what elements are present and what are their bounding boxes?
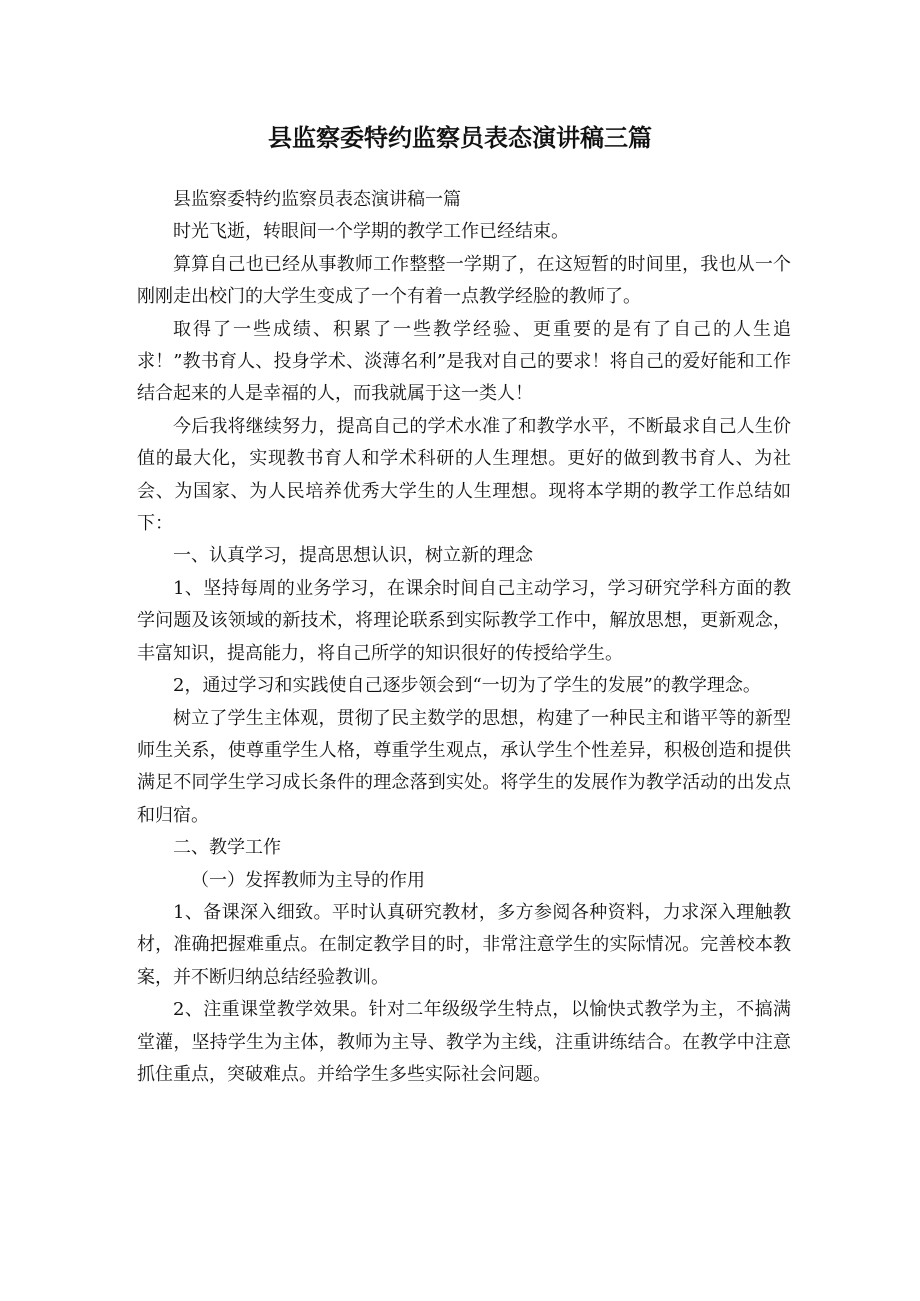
paragraph: 树立了学生主体观，贯彻了民主数学的思想，构建了一种民主和谐平等的新型师生关系，使尊重学生人格，尊重学生观点，承认学生个性差异，积极创造和提供满足不同学生学习成长条件的理念落到实处。将学生的发展作为教学活动的出发点和归宿。	[137, 707, 791, 826]
subsection-heading: （一）发挥教师为主导的作用	[191, 869, 425, 891]
document-body	[137, 184, 791, 1091]
document-title: 县监察委特约监察员表态演讲稿三篇	[268, 124, 652, 152]
paragraph: 取得了一些成绩、积累了一些教学经验、更重要的是有了自己的人生追求！”教书育人、投身学术、淡薄名利”是我对自己的要求！将自己的爱好能和工作结合起来的人是幸福的人，而我就属于这一类人！	[137, 318, 791, 405]
section-heading: 一、认真学习，提高思想认识，树立新的理念	[173, 545, 533, 567]
paragraph: 2，通过学习和实践使自己逐步领会到“一切为了学生的发展”的教学理念。	[173, 675, 761, 697]
paragraph: 时光飞逝，转眼间一个学期的教学工作已经结束。	[173, 221, 569, 243]
paragraph: 算算自己也已经从事教师工作整整一学期了，在这短暂的时间里，我也从一个刚刚走出校门的大学生变成了一个有着一点教学经脸的教师了。	[137, 253, 791, 308]
paragraph: 今后我将继续努力，提高自己的学术水准了和教学水平，不断最求自己人生价值的最大化，实现教书育人和学术科研的人生理想。更好的做到教书育人、为社会、为国家、为人民培养优秀大学生的人生理想。现将本学期的教学工作总结如下：	[137, 415, 791, 535]
paragraph: 1、坚持每周的业务学习，在课余时间自己主动学习，学习研究学科方面的教学问题及该领域的新技术，将理论联系到实际教学工作中，解放思想，更新观念，丰富知识，提高能力，将自己所学的知识很好的传授给学生。	[137, 577, 791, 664]
paragraph: 2、注重课堂教学效果。针对二年级级学生特点，以愉快式教学为主，不搞满堂灌，坚持学生为主体，教师为主导、教学为主线，注重讲练结合。在教学中注意抓住重点，突破难点。并给学生多些实际社会问题。	[137, 999, 791, 1085]
section-heading: 二、教学工作	[173, 837, 281, 859]
subtitle-paragraph: 县监察委特约监察员表态演讲稿一篇	[173, 189, 461, 210]
paragraph: 1、备课深入细致。平时认真研究教材，多方参阅各种资料，力求深入理触教材，准确把握难重点。在制定教学目的时，非常注意学生的实际情况。完善校本教案，并不断归纳总结经验教训。	[137, 901, 791, 988]
